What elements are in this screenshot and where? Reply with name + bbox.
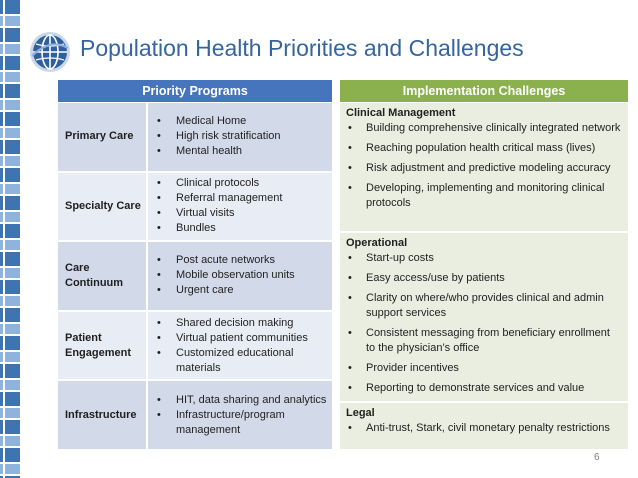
- list-item: • Provider incentives: [346, 361, 622, 376]
- table-row: [58, 173, 332, 243]
- list-item: • Reaching population health critical mass (lives): [346, 141, 622, 156]
- list-item: • Customized educational materials: [154, 346, 330, 376]
- row-label: Specialty Care: [58, 173, 148, 241]
- section-title: Legal: [346, 407, 375, 419]
- clinical-management-section: [340, 103, 628, 231]
- list-item: • High risk stratification: [154, 129, 330, 144]
- row-items: [148, 242, 332, 310]
- list-item: • Start-up costs: [346, 251, 622, 266]
- priority-programs-table: [58, 103, 332, 449]
- row-items: [148, 103, 332, 171]
- row-items: [148, 173, 332, 241]
- list-item: • Post acute networks: [154, 253, 330, 268]
- section-title: Clinical Management: [346, 107, 456, 119]
- table-row: [58, 103, 332, 173]
- list-item: • Developing, implementing and monitoring clinical protocols: [346, 181, 622, 211]
- list-item: • Mental health: [154, 144, 330, 159]
- slide-title: Population Health Priorities and Challenges: [80, 35, 524, 61]
- row-label: Primary Care: [58, 103, 148, 171]
- row-label: Care Continuum: [58, 242, 148, 310]
- row-label: Infrastructure: [58, 381, 148, 449]
- table-row: [58, 381, 332, 449]
- list-item: • Infrastructure/program management: [154, 408, 330, 438]
- list-item: • Urgent care: [154, 283, 330, 298]
- legal-section: [340, 403, 628, 449]
- priority-programs-header: Priority Programs: [58, 80, 332, 102]
- list-item: • Virtual visits: [154, 206, 330, 221]
- list-item: • Clinical protocols: [154, 176, 330, 191]
- decorative-side-strip: [0, 0, 20, 478]
- section-title: Operational: [346, 237, 408, 249]
- row-label: Patient Engagement: [58, 312, 148, 380]
- list-item: • Mobile observation units: [154, 268, 330, 283]
- table-row: [58, 242, 332, 312]
- list-item: • HIT, data sharing and analytics: [154, 393, 330, 408]
- list-item: • Virtual patient communities: [154, 331, 330, 346]
- row-items: [148, 381, 332, 449]
- list-item: • Referral management: [154, 191, 330, 206]
- operational-section: [340, 233, 628, 401]
- list-item: • Medical Home: [154, 114, 330, 129]
- table-row: [58, 312, 332, 382]
- list-item: • Shared decision making: [154, 316, 330, 331]
- list-item: • Bundles: [154, 221, 330, 236]
- globe-logo-icon: [28, 30, 72, 74]
- list-item: • Building comprehensive clinically integrated network: [346, 121, 622, 136]
- list-item: • Consistent messaging from beneficiary enrollment to the physician’s office: [346, 326, 622, 356]
- row-items: [148, 312, 332, 380]
- list-item: • Clarity on where/who provides clinical and admin support services: [346, 291, 622, 321]
- list-item: • Easy access/use by patients: [346, 271, 622, 286]
- page-number: 6: [594, 452, 600, 463]
- list-item: • Reporting to demonstrate services and value: [346, 381, 622, 396]
- list-item: • Anti-trust, Stark, civil monetary penalty restrictions: [346, 421, 622, 436]
- list-item: • Risk adjustment and predictive modeling accuracy: [346, 161, 622, 176]
- implementation-challenges-panel: [340, 103, 628, 449]
- implementation-challenges-header: Implementation Challenges: [340, 80, 628, 102]
